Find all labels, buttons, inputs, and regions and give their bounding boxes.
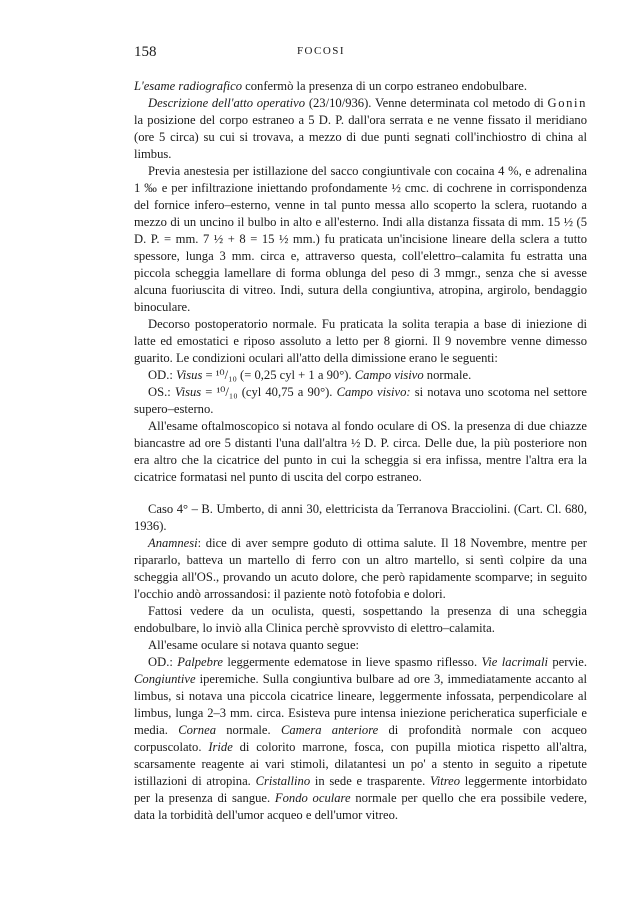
text-run: normale. <box>423 368 472 382</box>
paragraph <box>134 316 587 367</box>
italic-text: Iride <box>208 740 233 754</box>
page-number: 158 <box>134 44 157 60</box>
paragraph <box>134 637 587 654</box>
italic-text: Vie lacrimali <box>481 655 548 669</box>
italic-text: Cristallino <box>255 774 311 788</box>
text-run: iperemiche. Sulla congiuntiva bulbare ad ore 3, immediatamente accanto al limbus, si notava una piccola cicatrice lineare, leggermente infossata, perpendicolare al limbus, lunga 2–3 mm. circa. Esisteva pure intensa iniezione pericheratica superficiale e media. <box>134 672 587 737</box>
text-run: = ¹⁰/₁₀ (cyl 40,75 a 90°). <box>201 385 337 399</box>
text-run: leggermente edematose in lieve spasmo riflesso. <box>222 655 482 669</box>
italic-text: Congiuntive <box>134 672 196 686</box>
italic-text: Visus <box>176 368 203 382</box>
paragraph <box>134 603 587 637</box>
text-run: in sede e trasparente. <box>310 774 430 788</box>
italic-text: Campo visivo: <box>336 385 411 399</box>
text-run: di profondità normale con acqueo corpuscolato. <box>134 723 587 754</box>
text-run: (23/10/936). Venne determinata col metodo di <box>305 96 548 110</box>
text-run: confermò la presenza di un corpo estraneo endobulbare. <box>242 79 527 93</box>
text-run: Fattosi vedere da un oculista, questi, sospettando la presenza di una scheggia endobulbare, lo inviò alla Clinica perchè sprovvisto di elettro–calamita. <box>134 604 587 635</box>
italic-text: L'esame radiografico <box>134 79 242 93</box>
text-run: OD.: <box>148 655 178 669</box>
paragraph <box>134 535 587 603</box>
text-run: : dice di aver sempre goduto di ottima salute. Il 18 Novembre, mentre per ripararlo, batteva un martello di ferro con un altro martello, si sentì colpire da una scheggia all'OS., provando un acuto dolore, che però rapidamente scomparve; in seguito l'occhio andò arrossandosi: il paziente notò fotofobia e dolori. <box>134 536 587 601</box>
text-run: di colorito marrone, fosca, con pupilla miotica rispetto all'altra, scarsamente reagente ai vari stimoli, dilatantesi un po' a stento in seguito a ripetute istillazioni di atropina. <box>134 740 587 788</box>
text-run: si notava uno scotoma nel settore supero–esterno. <box>134 385 587 416</box>
text-run: Gonin <box>547 96 587 110</box>
text-run: OD.: <box>148 368 176 382</box>
text-run: All'esame oculare si notava quanto segue: <box>148 638 360 652</box>
running-title: FOCOSI <box>296 45 346 57</box>
paragraph <box>134 384 587 418</box>
text-run: la posizione del corpo estraneo a 5 D. P. dall'ora serrata e ne venne fissato il meridiano (ore 5 circa) su cui si trovava, a mezzo di due punti segnati coll'inchiostro di china al limbus. <box>134 113 587 161</box>
paragraph <box>134 418 587 486</box>
italic-text: Visus <box>174 385 202 399</box>
italic-text: Anamnesi <box>148 536 198 550</box>
paragraph <box>134 95 587 163</box>
italic-text: Palpebre <box>177 655 223 669</box>
text-run: Decorso postoperatorio normale. Fu praticata la solita terapia a base di iniezione di latte ed emostatici e riposo assoluto a letto per 8 giorni. Il 9 novembre venne dimesso guarito. Le condizioni oculari all'atto della dimissione erano le seguenti: <box>134 317 587 365</box>
text-run: normale per quello che era possibile vedere, data la torbidità dell'umor acqueo e dell'umor vitreo. <box>134 791 588 822</box>
text-run: normale. <box>215 723 281 737</box>
italic-text: Camera anteriore <box>280 723 379 737</box>
italic-text: Campo visivo <box>354 368 424 382</box>
text-run: leggermente intorbidato per la presenza di sangue. <box>134 774 587 805</box>
paragraph <box>134 654 587 824</box>
italic-text: Fondo oculare <box>274 791 351 805</box>
italic-text: Vitreo <box>429 774 461 788</box>
text-run: = ¹⁰/₁₀ (= 0,25 cyl + 1 a 90°). <box>202 368 355 382</box>
text-run: Previa anestesia per istillazione del sacco congiuntivale con cocaina 4 %, e adrenalina 1 ‰ e per infiltrazione iniettando profondamente ½ cmc. di cochrene in corrispondenza del fornice infero–esterno, venne in tal punto messa allo scoperto la sclera, ruotando a mezzo di un uncino il bulbo in alto e all'esterno. Indi alla distanza fissata di mm. 15 ½ (5 D. P. = mm. 7 ½ + 8 = 15 ½ mm.) fu praticata un'incisione lineare della sclera a tutto spessore, lunga 3 mm. circa e, attraverso questa, coll'elettro–calamita fu estratta una piccola scheggia lamellare di forma oblunga del peso di 3 mmgr., senza che si avesse alcuna fuoriuscita di vitreo. Indi, sutura della congiuntiva, atropina, argirolo, bendaggio binoculare. <box>134 164 587 314</box>
paragraph <box>134 163 587 316</box>
italic-text: Cornea <box>178 723 216 737</box>
body-text <box>134 78 587 824</box>
text-run: pervie. <box>547 655 587 669</box>
paragraph <box>134 78 587 95</box>
paragraph <box>134 367 587 384</box>
page-header <box>0 44 642 64</box>
paragraph <box>134 501 587 535</box>
text-run: All'esame oftalmoscopico si notava al fondo oculare di OS. la presenza di due chiazze biancastre ad ore 5 distanti l'una dall'altra ½ D. P. circa. Delle due, la più posteriore non era altro che la cicatrice del punto in cui la scheggia si era infissa, mentre l'altra era la cicatrice formatasi nel punto di uscita del corpo estraneo. <box>134 419 587 484</box>
text-run: Caso 4° – B. Umberto, di anni 30, elettricista da Terranova Bracciolini. (Cart. Cl. 680, 1936). <box>134 502 587 533</box>
text-run: OS.: <box>148 385 175 399</box>
italic-text: Descrizione dell'atto operativo <box>148 96 306 110</box>
